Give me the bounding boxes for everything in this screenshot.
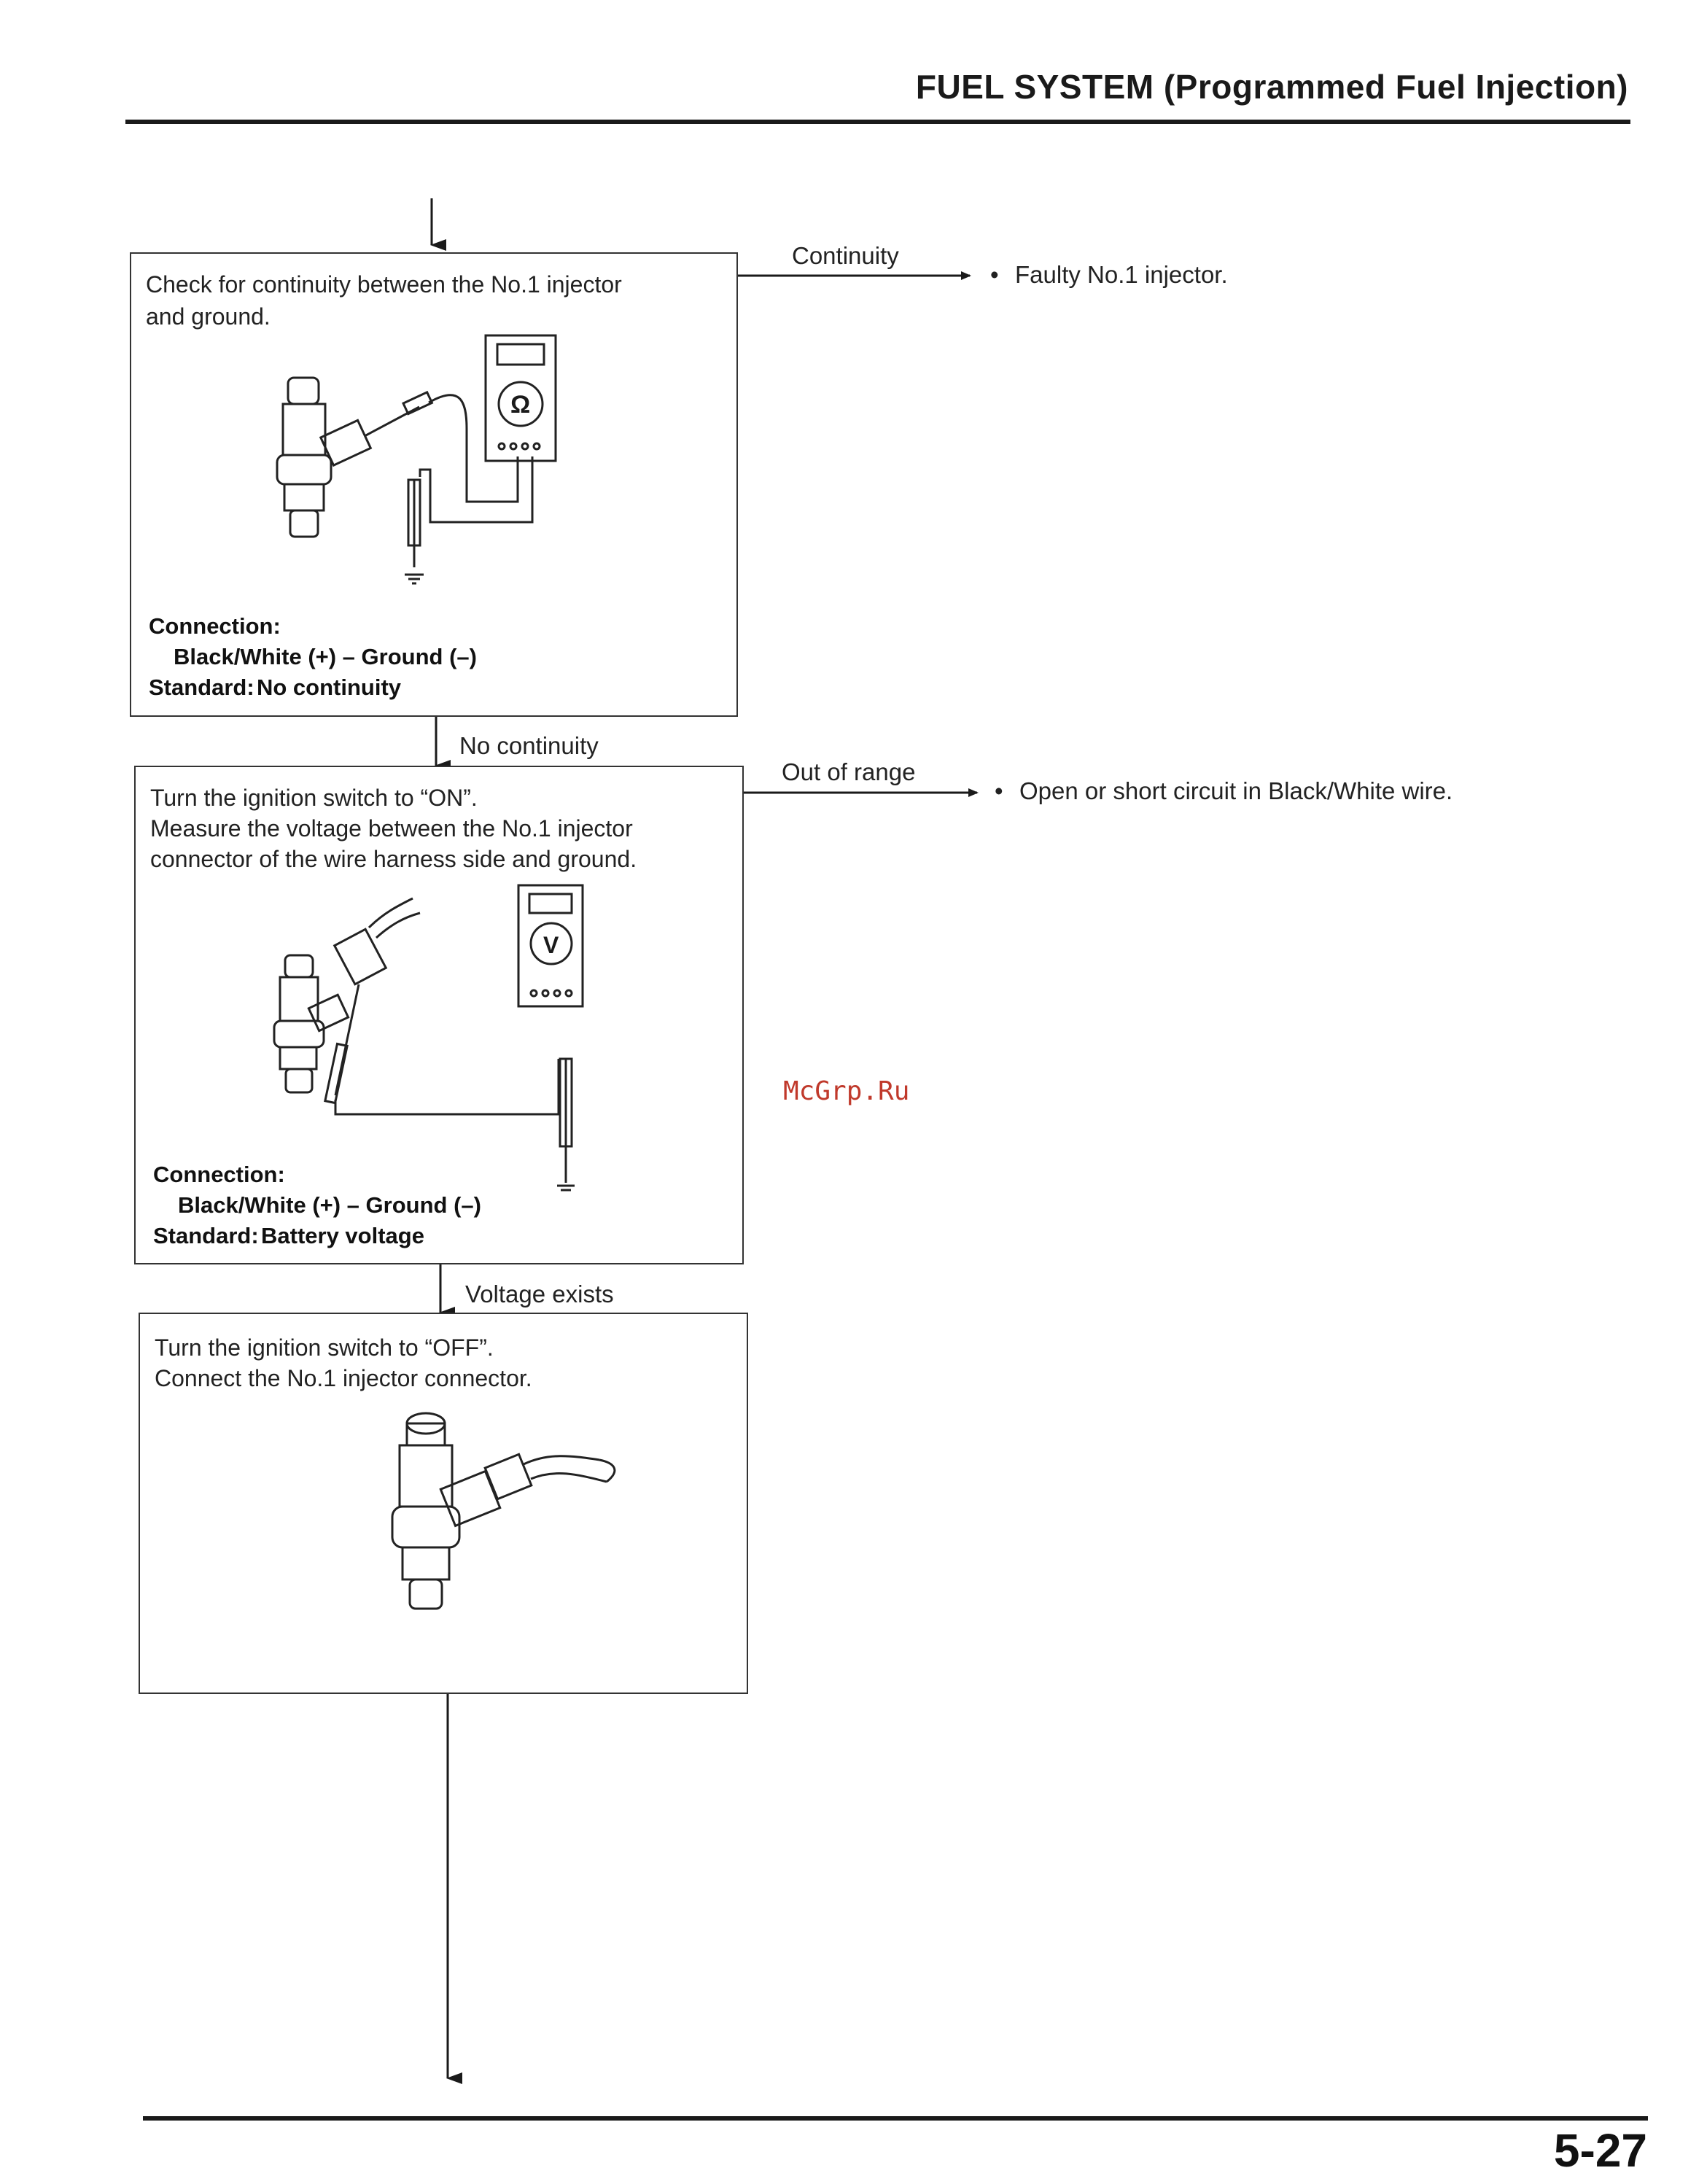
result-bullet: • bbox=[995, 777, 1003, 804]
flow-label-no-continuity: No continuity bbox=[459, 732, 599, 759]
page-header-title: FUEL SYSTEM (Programmed Fuel Injection) bbox=[915, 68, 1628, 106]
step-instruction-line: and ground. bbox=[146, 303, 271, 330]
standard-value: No continuity bbox=[257, 675, 402, 700]
volt-symbol-icon: V bbox=[543, 932, 559, 958]
injector-connected-illustration bbox=[388, 1409, 636, 1671]
connection-value: Black/White (+) – Ground (–) bbox=[178, 1192, 481, 1218]
injector-connector bbox=[321, 420, 371, 465]
result-open-short-circuit: Open or short circuit in Black/White wire. bbox=[1019, 777, 1453, 804]
step-box-reconnect bbox=[139, 1313, 748, 1694]
connection-label: Connection: bbox=[153, 1162, 285, 1187]
branch-label-continuity: Continuity bbox=[792, 242, 899, 269]
step-instruction-line: Measure the voltage between the No.1 injector bbox=[150, 815, 633, 842]
result-bullet: • bbox=[990, 261, 999, 288]
branch-label-out-of-range: Out of range bbox=[782, 758, 916, 785]
step-instruction-line: Check for continuity between the No.1 injector bbox=[146, 271, 622, 298]
standard-label: Standard: bbox=[153, 1223, 259, 1248]
step-instruction-line: Connect the No.1 injector connector. bbox=[155, 1365, 532, 1391]
ohm-symbol-icon: Ω bbox=[510, 391, 531, 419]
result-faulty-injector: Faulty No.1 injector. bbox=[1015, 261, 1228, 288]
continuity-test-illustration bbox=[270, 327, 649, 589]
page-number: 5-27 bbox=[1553, 2124, 1647, 2177]
connection-value: Black/White (+) – Ground (–) bbox=[174, 644, 477, 669]
voltage-test-illustration bbox=[267, 877, 617, 1197]
standard-value: Battery voltage bbox=[261, 1223, 424, 1248]
step-instruction-line: Turn the ignition switch to “OFF”. bbox=[155, 1334, 494, 1361]
watermark: McGrp.Ru bbox=[783, 1076, 910, 1106]
step-instruction-line: connector of the wire harness side and ground. bbox=[150, 846, 637, 872]
flow-label-voltage-exists: Voltage exists bbox=[465, 1281, 614, 1307]
standard-label: Standard: bbox=[149, 675, 254, 700]
injector-body bbox=[283, 404, 325, 455]
injector-cap bbox=[288, 378, 319, 404]
step-box-continuity-check bbox=[130, 252, 738, 717]
step-box-voltage-check bbox=[134, 766, 744, 1264]
step-instruction-line: Turn the ignition switch to “ON”. bbox=[150, 785, 478, 811]
footer-rule bbox=[143, 2116, 1648, 2121]
connection-label: Connection: bbox=[149, 613, 281, 639]
